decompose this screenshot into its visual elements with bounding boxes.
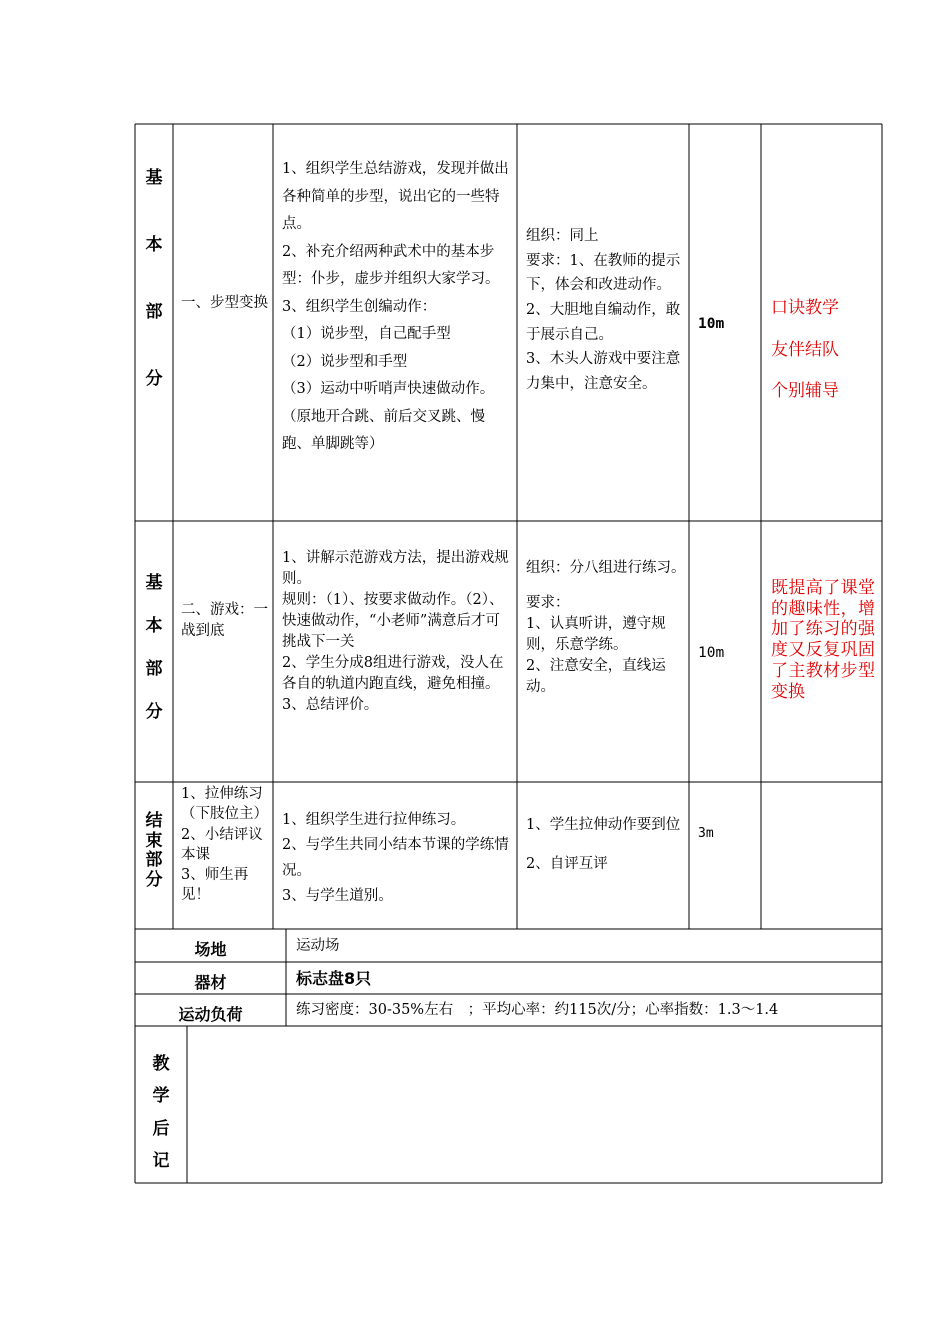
section-char: 分 bbox=[145, 869, 163, 890]
section-char: 部 bbox=[145, 302, 163, 322]
venue-value: 运动场 bbox=[296, 938, 340, 954]
reflection-char: 记 bbox=[152, 1150, 170, 1171]
student-line: 2、大胆地自编动作，敢于展示自己。 bbox=[526, 301, 681, 343]
student-line: 要求： bbox=[526, 595, 570, 612]
student-line: 要求：1、在教师的提示下，体会和改进动作。 bbox=[526, 252, 681, 294]
load-value: 练习密度：30-35%左右 ；平均心率：约115次/分；心率指数：1.3～1.4 bbox=[296, 1002, 779, 1018]
student-line: 2、自评互评 bbox=[526, 856, 608, 873]
note-line: 口诀教学 bbox=[771, 298, 839, 318]
section-char: 基 bbox=[145, 573, 163, 593]
load-label: 运动负荷 bbox=[178, 1005, 243, 1024]
section-char: 分 bbox=[145, 702, 163, 722]
content-text: 1、拉伸练习（下肢位主） bbox=[181, 786, 268, 823]
section-char: 基 bbox=[145, 168, 163, 188]
time-text: 10m bbox=[698, 645, 725, 661]
teacher-line: （2）说步型和手型 bbox=[282, 353, 408, 370]
teacher-activity-3 bbox=[282, 808, 512, 910]
content-text: 二、游戏：一战到底 bbox=[181, 602, 268, 640]
teacher-activity-2 bbox=[282, 548, 512, 716]
note-line: 友伴结队 bbox=[771, 339, 839, 360]
content-step-change bbox=[181, 292, 269, 314]
content-text: 一、步型变换 bbox=[181, 295, 268, 311]
student-line: 3、木头人游戏中要注意力集中，注意安全。 bbox=[526, 351, 681, 392]
teacher-line: 3、总结评价。 bbox=[282, 697, 379, 714]
time-text: 3m bbox=[698, 826, 714, 841]
teacher-line: （3）运动中听哨声快速做动作。（原地开合跳、前后交叉跳、慢跑、单脚跳等） bbox=[282, 381, 495, 453]
section-label-basic-2 bbox=[135, 568, 173, 722]
time-1 bbox=[698, 313, 724, 335]
student-line: 2、注意安全，直线运动。 bbox=[526, 658, 666, 696]
section-char: 本 bbox=[145, 235, 163, 255]
student-line: 1、认真听讲，遵守规则，乐意学练。 bbox=[526, 616, 666, 654]
notes-2 bbox=[771, 578, 875, 702]
student-activity-1 bbox=[526, 224, 686, 396]
section-char: 束 bbox=[145, 830, 163, 851]
teacher-line: 2、与学生共同小结本节课的学练情况。 bbox=[282, 837, 509, 879]
teacher-line: 3、组织学生创编动作： bbox=[282, 298, 437, 315]
section-char: 部 bbox=[145, 659, 163, 679]
equipment-label: 器材 bbox=[194, 973, 227, 992]
student-activity-3 bbox=[526, 815, 686, 875]
teacher-line: 1、组织学生总结游戏，发现并做出各种简单的步型，说出它的一些特点。 bbox=[282, 161, 509, 233]
student-line: 组织：同上 bbox=[526, 228, 599, 244]
note-line: 个别辅导 bbox=[771, 381, 839, 402]
equipment-value: 标志盘8只 bbox=[296, 969, 372, 988]
teacher-line: 3、与学生道别。 bbox=[282, 888, 393, 905]
student-line: 1、学生拉伸动作要到位 bbox=[526, 817, 681, 833]
notes-1 bbox=[771, 288, 877, 413]
time-text: 10m bbox=[698, 316, 725, 332]
teacher-line: 1、组织学生进行拉伸练习。 bbox=[282, 812, 466, 828]
reflection-char: 学 bbox=[152, 1086, 170, 1107]
content-text: 3、师生再见！ bbox=[181, 867, 249, 904]
content-ending bbox=[181, 784, 269, 906]
teacher-line: 2、学生分成8组进行游戏，没人在各自的轨道内跑直线，避免相撞。 bbox=[282, 655, 504, 693]
teacher-activity-1 bbox=[282, 156, 512, 459]
venue-label: 场地 bbox=[194, 940, 227, 959]
teacher-line: 规则：（1）、按要求做动作。（2）、快速做动作，“小老师”满意后才可挑战下一关 bbox=[282, 592, 504, 651]
content-game bbox=[181, 600, 269, 642]
section-label-ending bbox=[135, 812, 173, 890]
note-line: 既提高了课堂的趣味性，增加了练习的强度又反复巩固了主教材步型变换 bbox=[771, 578, 875, 702]
section-char: 结 bbox=[145, 811, 163, 831]
content-text: 2、小结评议本课 bbox=[181, 826, 263, 863]
time-2 bbox=[698, 642, 724, 664]
section-char: 本 bbox=[145, 616, 163, 636]
teacher-line: （1）说步型，自己配手型 bbox=[282, 326, 451, 343]
time-3 bbox=[698, 824, 714, 844]
section-char: 部 bbox=[145, 850, 163, 871]
section-char: 分 bbox=[145, 369, 163, 389]
student-activity-2 bbox=[526, 558, 686, 698]
reflection-label bbox=[135, 1048, 187, 1177]
student-line: 组织：分八组进行练习。 bbox=[526, 560, 686, 576]
teacher-line: 2、补充介绍两种武术中的基本步型：仆步，虚步并组织大家学习。 bbox=[282, 243, 500, 288]
teacher-line: 1、讲解示范游戏方法，提出游戏规则。 bbox=[282, 550, 509, 588]
section-label-basic-1 bbox=[135, 163, 173, 389]
reflection-char: 教 bbox=[152, 1054, 170, 1074]
reflection-char: 后 bbox=[152, 1118, 170, 1139]
